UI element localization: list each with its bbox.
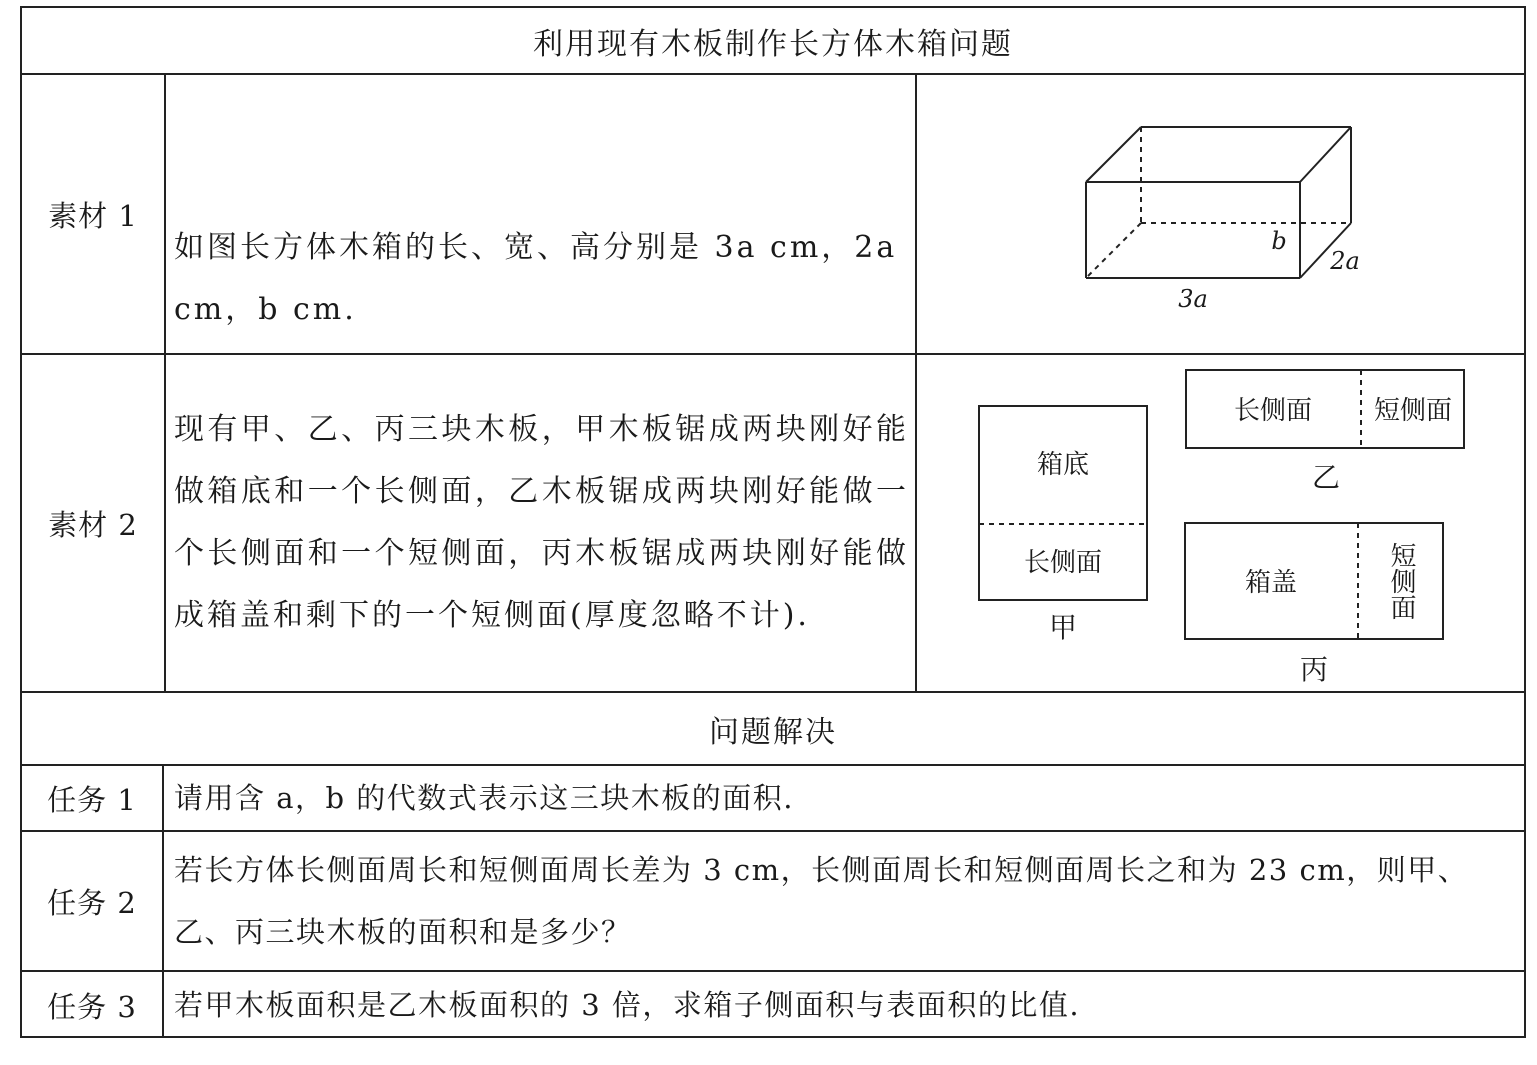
task3-label: 任务 3 <box>47 989 137 1024</box>
board-jia-top-label: 箱底 <box>1036 450 1090 480</box>
task2-label: 任务 2 <box>47 885 137 920</box>
material1-label: 素材 1 <box>48 198 138 233</box>
column-divider <box>162 764 164 1038</box>
cuboid-length-label: 3a <box>1178 285 1208 313</box>
cuboid-edge <box>1300 127 1351 182</box>
material2-label: 素材 2 <box>48 507 138 542</box>
problem-table <box>20 6 1526 1038</box>
task2-text: 若长方体长侧面周长和短侧面周长差为 3 cm，长侧面周长和短侧面周长之和为 23 cm，则甲、乙、丙三块木板的面积和是多少？ <box>174 853 1469 949</box>
material2-text: 现有甲、乙、丙三块木板，甲木板锯成两块刚好能做箱底和一个长侧面，乙木板锯成两块刚好能做一个长侧面和一个短侧面，丙木板锯成两块刚好能做成箱盖和剩下的一个短侧面(厚度忽略不计). <box>174 412 909 633</box>
cuboid-figure <box>917 75 1524 353</box>
task3-text: 若甲木板面积是乙木板面积的 3 倍，求箱子侧面积与表面积的比值. <box>174 988 1081 1022</box>
board-jia-name: 甲 <box>1048 611 1078 644</box>
cuboid-edge <box>1086 127 1141 182</box>
column-divider <box>164 73 166 691</box>
cuboid-hidden-edge <box>1086 223 1141 278</box>
cuboid-figure-cell <box>917 75 1524 353</box>
boards-figure-cell <box>917 355 1524 691</box>
boards-figure <box>917 355 1524 691</box>
task1-label: 任务 1 <box>47 782 137 817</box>
board-yi-name: 乙 <box>1311 461 1341 494</box>
solve-heading: 问题解决 <box>709 714 837 750</box>
material1-text: 如图长方体木箱的长、宽、高分别是 3a cm，2a cm，b cm. <box>174 230 898 327</box>
board-bing-name: 丙 <box>1299 653 1329 686</box>
board-yi-left-label: 长侧面 <box>1233 396 1313 426</box>
board-bing-right-label: 短侧面 <box>1386 542 1416 620</box>
table-title: 利用现有木板制作长方体木箱问题 <box>533 26 1013 62</box>
cuboid-width-label: 2a <box>1330 247 1360 275</box>
task1-text: 请用含 a，b 的代数式表示这三块木板的面积. <box>174 781 795 815</box>
board-bing-left-label: 箱盖 <box>1244 568 1298 598</box>
board-yi-right-label: 短侧面 <box>1373 396 1453 426</box>
board-jia-bottom-label: 长侧面 <box>1023 548 1103 578</box>
cuboid-height-label: b <box>1271 227 1287 255</box>
